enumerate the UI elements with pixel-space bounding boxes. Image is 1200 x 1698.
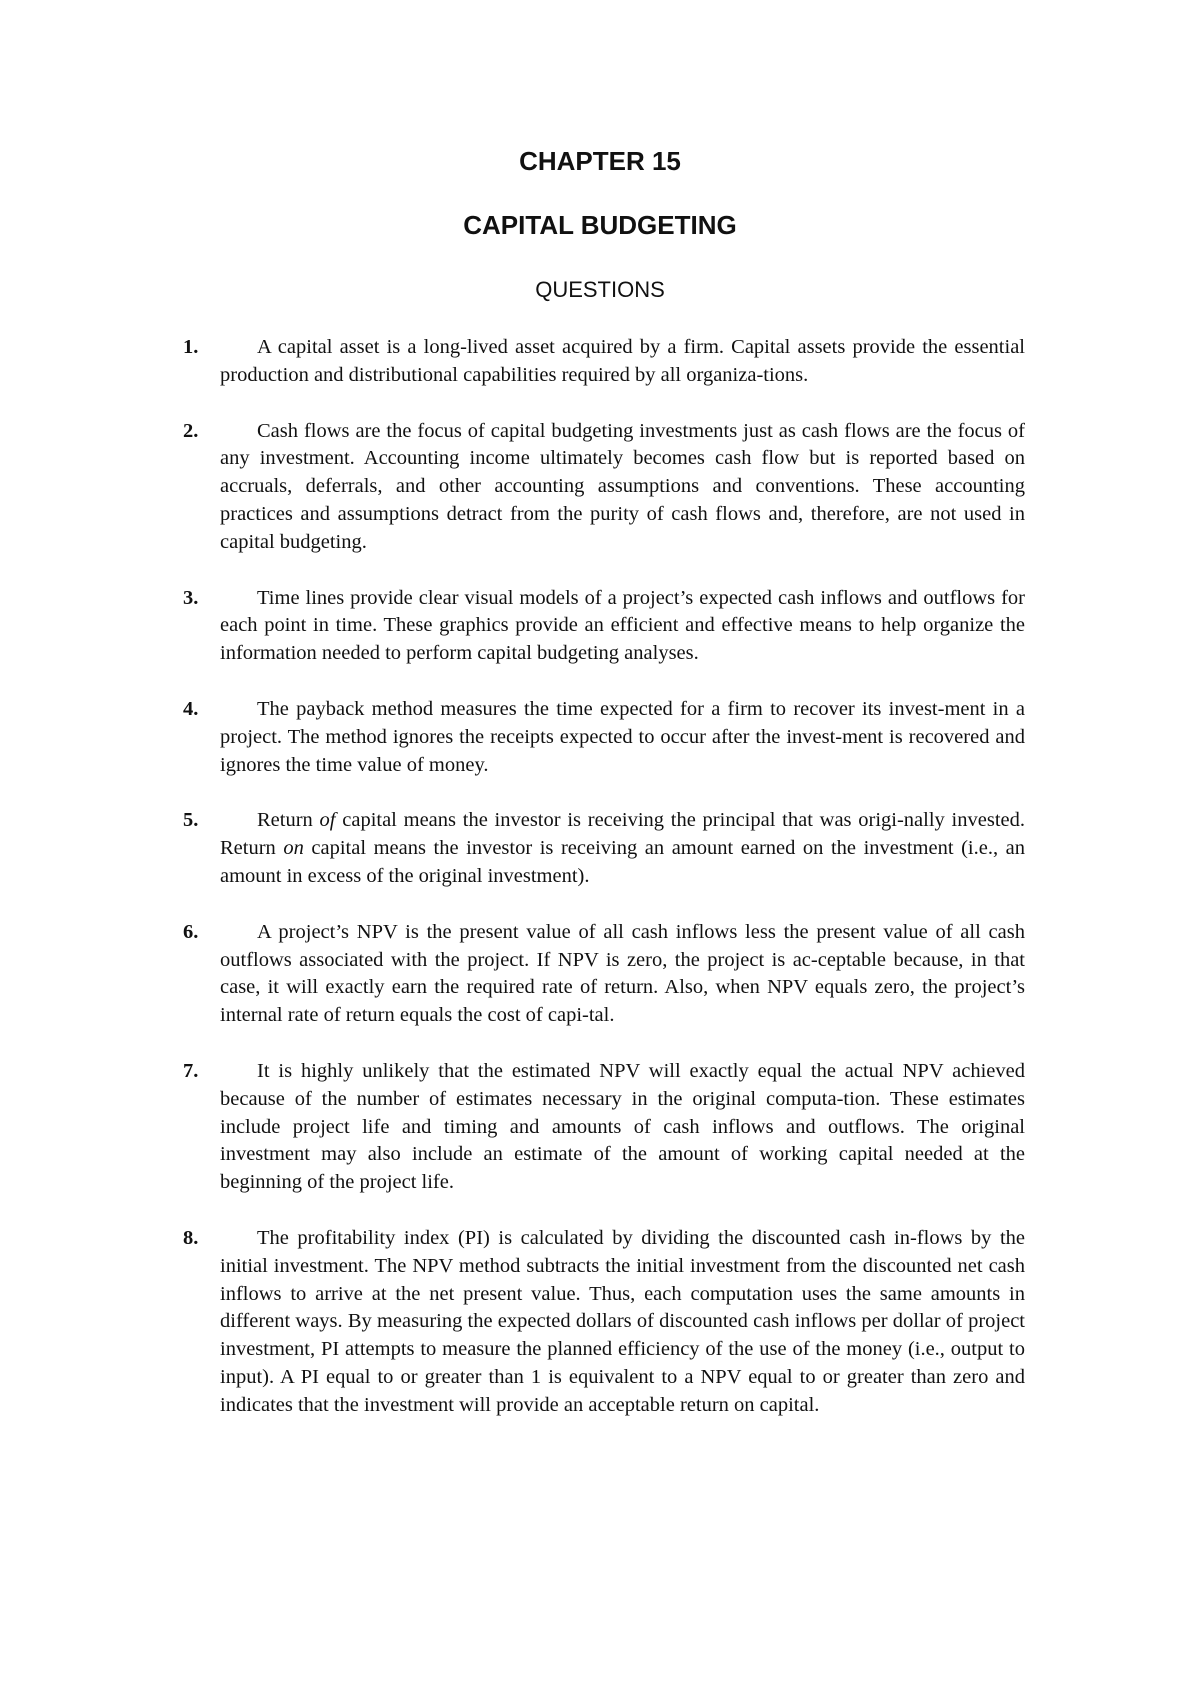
question-number: 8.: [183, 1226, 199, 1249]
question-text: A capital asset is a long-lived asset acquired by a firm. Capital assets provide the essential production and distributional capabilities required by all organiza-tions.: [220, 336, 1025, 386]
question-number: 2.: [183, 419, 199, 442]
emphasis-on: on: [283, 837, 304, 860]
question-item: [183, 1058, 1025, 1197]
question-item: [183, 334, 1025, 390]
question-text: Cash flows are the focus of capital budgeting investments just as cash flows are the focus of any investment. Accounting income ultimately becomes cash flow but is reported based on accruals, deferrals, and other accounting assumptions and conventions. These accounting practices and assumptions detract from the purity of cash flows and, therefore, are not used in capital budgeting.: [220, 419, 1025, 553]
question-number: 6.: [183, 920, 199, 943]
question-item: [183, 807, 1025, 890]
question-text: It is highly unlikely that the estimated NPV will exactly equal the actual NPV achieved because of the number of estimates necessary in the original computa-tion. These estimates include project life and timing and amounts of cash inflows and outflows. The original investment may also include an estimate of the amount of working capital needed at the beginning of the project life.: [220, 1059, 1025, 1194]
question-number: 5.: [183, 809, 199, 832]
question-item: [183, 696, 1025, 779]
question-number: 3.: [183, 586, 199, 609]
question-item: [183, 418, 1025, 557]
question-text: A project’s NPV is the present value of all cash inflows less the present value of all cash outflows associated with the project. If NPV is zero, the project is ac-ceptable because, in that case, it will exactly earn the required rate of return. Also, when NPV equals zero, the project’s internal rate of return equals the cost of capi-tal.: [220, 920, 1025, 1027]
question-text: The payback method measures the time expected for a firm to recover its invest-ment in a project. The method ignores the receipts expected to occur after the invest-ment is recovered and ignores the time value of money.: [220, 697, 1025, 776]
question-number: 1.: [183, 336, 199, 358]
question-text-segment: capital means the investor is receiving the principal that was origi-nally invested. Return: [220, 809, 1025, 860]
question-item: [183, 919, 1025, 1030]
question-text: The profitability index (PI) is calculated by dividing the discounted cash in-flows by the initial investment. The NPV method subtracts the initial investment from the discounted net cash inflows to arrive at the net present value. Thus, each computation uses the same amounts in different ways. By measuring the expected dollars of discounted cash inflows per dollar of project investment, PI attempts to measure the planned efficiency of the use of the money (i.e., output to input). A PI equal to or greater than 1 is equivalent to a NPV equal to or greater than zero and indicates that the investment will provide an acceptable return on capital.: [220, 1226, 1025, 1416]
chapter-title: CAPITAL BUDGETING: [463, 210, 737, 240]
question-text: [220, 807, 1025, 890]
section-heading: QUESTIONS: [535, 277, 665, 302]
questions-list: [183, 334, 1025, 1448]
question-text: Time lines provide clear visual models of a project’s expected cash inflows and outflows for each point in time. These graphics provide an efficient and effective means to help organize the information needed to perform capital budgeting analyses.: [220, 586, 1025, 665]
question-item: [183, 1225, 1025, 1420]
question-number: 4.: [183, 697, 199, 720]
question-text-segment: Return: [257, 809, 320, 832]
question-item: [183, 585, 1025, 668]
question-text-segment: capital means the investor is receiving an amount earned on the investment (i.e., an amount in excess of the original investment).: [220, 837, 1026, 887]
emphasis-of: of: [319, 809, 336, 832]
chapter-heading: CHAPTER 15: [519, 146, 681, 176]
question-number: 7.: [183, 1059, 199, 1082]
